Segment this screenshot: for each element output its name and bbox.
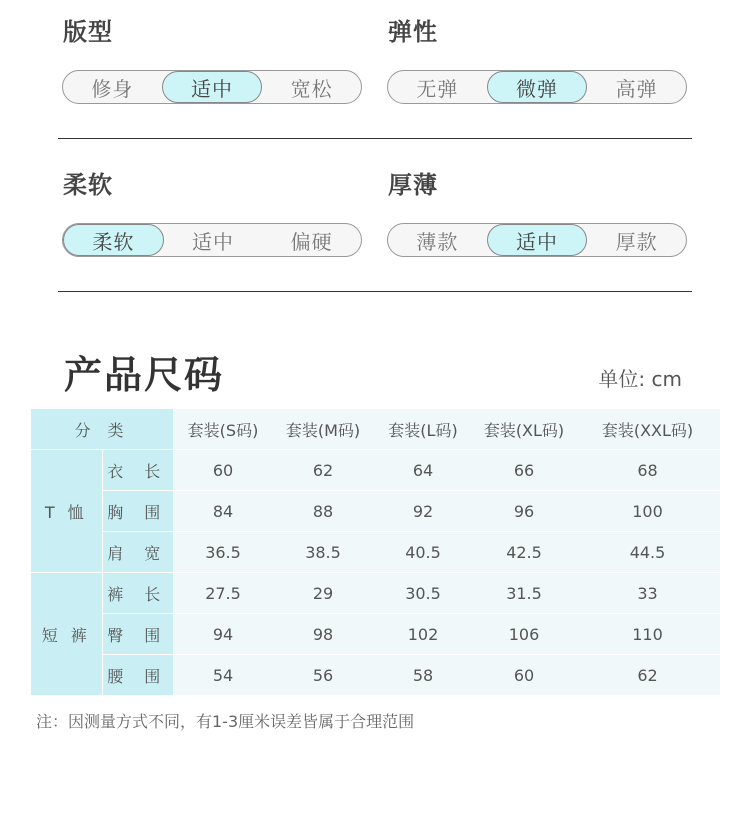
row-label: 裤 长 xyxy=(102,573,173,614)
table-cell: 56 xyxy=(273,655,373,696)
row-label: 衣 长 xyxy=(102,450,173,491)
header-size-l: 套装(L码) xyxy=(373,409,473,450)
attr-title-elasticity: 弹性 xyxy=(388,18,438,46)
fit-selector xyxy=(62,70,362,104)
thickness-option-thick[interactable]: 厚款 xyxy=(615,229,658,254)
table-cell: 38.5 xyxy=(273,532,373,573)
table-cell: 62 xyxy=(273,450,373,491)
table-cell: 64 xyxy=(373,450,473,491)
fit-option-slim[interactable]: 修身 xyxy=(91,76,134,101)
row-label: 胸 围 xyxy=(102,491,173,532)
group-label-shorts: 短 裤 xyxy=(31,573,102,696)
table-cell: 68 xyxy=(575,450,720,491)
header-size-xxl: 套装(XXL码) xyxy=(575,409,720,450)
softness-option-stiff[interactable]: 偏硬 xyxy=(290,229,333,254)
table-cell: 88 xyxy=(273,491,373,532)
table-cell: 100 xyxy=(575,491,720,532)
table-cell: 27.5 xyxy=(173,573,273,614)
softness-option-soft[interactable]: 柔软 xyxy=(63,224,164,256)
divider xyxy=(58,138,692,139)
divider xyxy=(58,291,692,292)
table-cell: 92 xyxy=(373,491,473,532)
elasticity-selector xyxy=(387,70,687,104)
group-label-tshirt: T 恤 xyxy=(31,450,102,573)
table-cell: 29 xyxy=(273,573,373,614)
table-cell: 106 xyxy=(473,614,575,655)
thickness-selector xyxy=(387,223,687,257)
table-cell: 98 xyxy=(273,614,373,655)
header-size-s: 套装(S码) xyxy=(173,409,273,450)
table-row xyxy=(31,573,720,614)
table-cell: 94 xyxy=(173,614,273,655)
table-cell: 40.5 xyxy=(373,532,473,573)
header-category: 分 类 xyxy=(31,409,173,450)
fit-option-loose[interactable]: 宽松 xyxy=(290,76,333,101)
row-label: 腰 围 xyxy=(102,655,173,696)
fit-option-regular[interactable]: 适中 xyxy=(162,71,263,103)
table-cell: 44.5 xyxy=(575,532,720,573)
table-cell: 60 xyxy=(473,655,575,696)
table-cell: 84 xyxy=(173,491,273,532)
table-cell: 42.5 xyxy=(473,532,575,573)
attr-title-fit: 版型 xyxy=(63,18,113,46)
measurement-note: 注：因测量方式不同，有1-3厘米误差皆属于合理范围 xyxy=(36,712,415,731)
table-cell: 96 xyxy=(473,491,575,532)
table-row xyxy=(31,655,720,696)
row-label: 肩 宽 xyxy=(102,532,173,573)
attr-title-softness: 柔软 xyxy=(63,171,113,199)
table-cell: 54 xyxy=(173,655,273,696)
table-row xyxy=(31,491,720,532)
size-section-title: 产品尺码 xyxy=(64,353,225,397)
table-cell: 60 xyxy=(173,450,273,491)
table-row xyxy=(31,450,720,491)
table-header-row xyxy=(31,409,720,450)
thickness-option-thin[interactable]: 薄款 xyxy=(416,229,459,254)
table-cell: 30.5 xyxy=(373,573,473,614)
table-row xyxy=(31,614,720,655)
table-cell: 33 xyxy=(575,573,720,614)
table-cell: 36.5 xyxy=(173,532,273,573)
softness-option-medium[interactable]: 适中 xyxy=(192,229,234,254)
thickness-option-medium[interactable]: 适中 xyxy=(487,224,588,256)
softness-selector xyxy=(62,223,362,257)
table-cell: 66 xyxy=(473,450,575,491)
elasticity-option-slight[interactable]: 微弹 xyxy=(487,71,588,103)
header-size-xl: 套装(XL码) xyxy=(473,409,575,450)
table-cell: 31.5 xyxy=(473,573,575,614)
elasticity-option-high[interactable]: 高弹 xyxy=(615,76,658,101)
table-cell: 102 xyxy=(373,614,473,655)
header-size-m: 套装(M码) xyxy=(273,409,373,450)
table-cell: 58 xyxy=(373,655,473,696)
table-cell: 110 xyxy=(575,614,720,655)
table-cell: 62 xyxy=(575,655,720,696)
row-label: 臀 围 xyxy=(102,614,173,655)
size-table xyxy=(31,409,720,696)
attr-title-thickness: 厚薄 xyxy=(388,171,438,199)
unit-label: 单位: cm xyxy=(598,367,682,391)
elasticity-option-none[interactable]: 无弹 xyxy=(416,76,459,101)
table-row xyxy=(31,532,720,573)
